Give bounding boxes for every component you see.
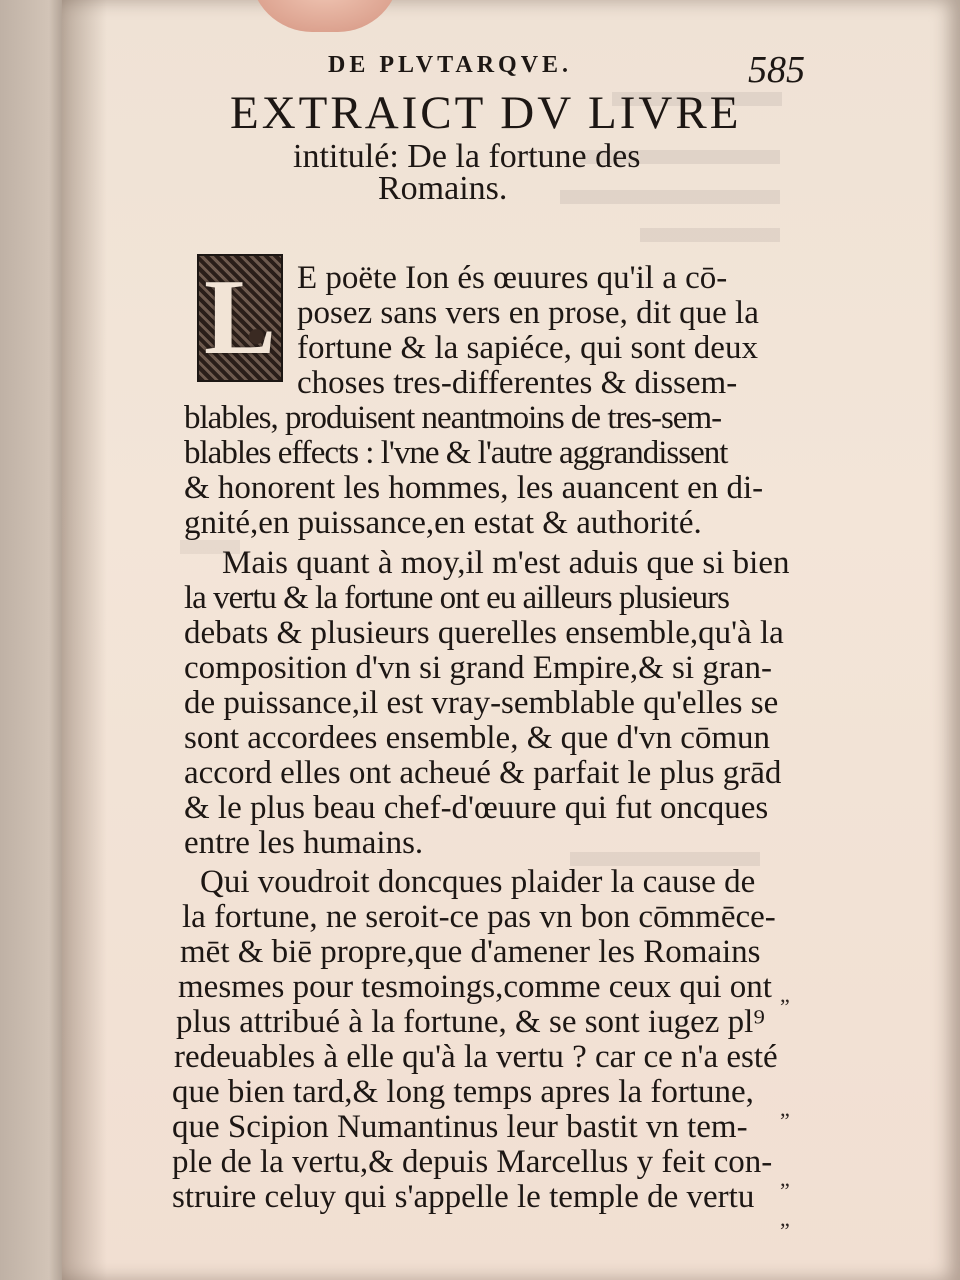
text-line: accord elles ont acheué & parfait le plus grād <box>184 755 782 791</box>
text-line: redeuables à elle qu'à la vertu ? car ce n'a esté <box>174 1039 778 1075</box>
text-line: blables, produisent neantmoins de tres-sem- <box>184 400 722 436</box>
text-line: la vertu & la fortune ont eu ailleurs plusieurs <box>184 580 730 616</box>
margin-mark: „ <box>780 1166 790 1191</box>
text-line: debats & plusieurs querelles ensemble,qu'à la <box>184 615 784 651</box>
text-line: la fortune, ne seroit-ce pas vn bon cōmmēce- <box>182 899 776 935</box>
text-line: plus attribué à la fortune, & se sont iugez pl⁹ <box>176 1004 765 1040</box>
ornamental-drop-cap <box>197 254 283 382</box>
text-line: ple de la vertu,& depuis Marcellus y feit con- <box>172 1144 773 1180</box>
text-line: entre les humains. <box>184 825 424 861</box>
text-line: E poëte Ion és œuures qu'il a cō- <box>297 260 728 296</box>
text-line: composition d'vn si grand Empire,& si gran- <box>184 650 772 686</box>
text-line: fortune & la sapiéce, qui sont deux <box>297 330 758 366</box>
text-line: de puissance,il est vray-semblable qu'elles se <box>184 685 779 721</box>
running-head: DE PLVTARQVE. <box>328 52 573 78</box>
chapter-subtitle-line-1: intitulé: De la fortune des <box>293 138 641 175</box>
text-line: Qui voudroit doncques plaider la cause de <box>200 864 756 900</box>
text-line: que Scipion Numantinus leur bastit vn tem- <box>172 1109 748 1145</box>
facing-page-edge <box>0 0 70 1280</box>
chapter-title: EXTRAICT DV LIVRE <box>230 87 742 139</box>
text-line: & honorent les hommes, les auancent en di- <box>184 470 764 506</box>
text-line: Mais quant à moy,il m'est aduis que si bien <box>222 545 790 581</box>
text-line: gnité,en puissance,en estat & authorité. <box>184 505 702 541</box>
margin-mark: „ <box>780 982 790 1007</box>
text-line: sont accordees ensemble, & que d'vn cōmun <box>184 720 771 756</box>
chapter-subtitle-line-2: Romains. <box>378 170 508 207</box>
text-line: struire celuy qui s'appelle le temple de vertu <box>172 1179 755 1215</box>
text-line: posez sans vers en prose, dit que la <box>297 295 759 331</box>
margin-mark: „ <box>780 1096 790 1121</box>
text-line: blables effects : l'vne & l'autre aggrandissent <box>184 435 728 471</box>
text-line: mesmes pour tesmoings,comme ceux qui ont <box>178 969 772 1005</box>
page-number: 585 <box>748 49 805 91</box>
text-line: mēt & biē propre,que d'amener les Romains <box>180 934 761 970</box>
gutter-shadow <box>62 0 107 1280</box>
text-line: choses tres-differentes & dissem- <box>297 365 738 401</box>
margin-mark: „ <box>780 1206 790 1231</box>
text-line: que bien tard,& long temps apres la fortune, <box>172 1074 754 1110</box>
text-line: & le plus beau chef-d'œuure qui fut oncques <box>184 790 769 826</box>
drop-cap-letter: L <box>203 258 277 377</box>
